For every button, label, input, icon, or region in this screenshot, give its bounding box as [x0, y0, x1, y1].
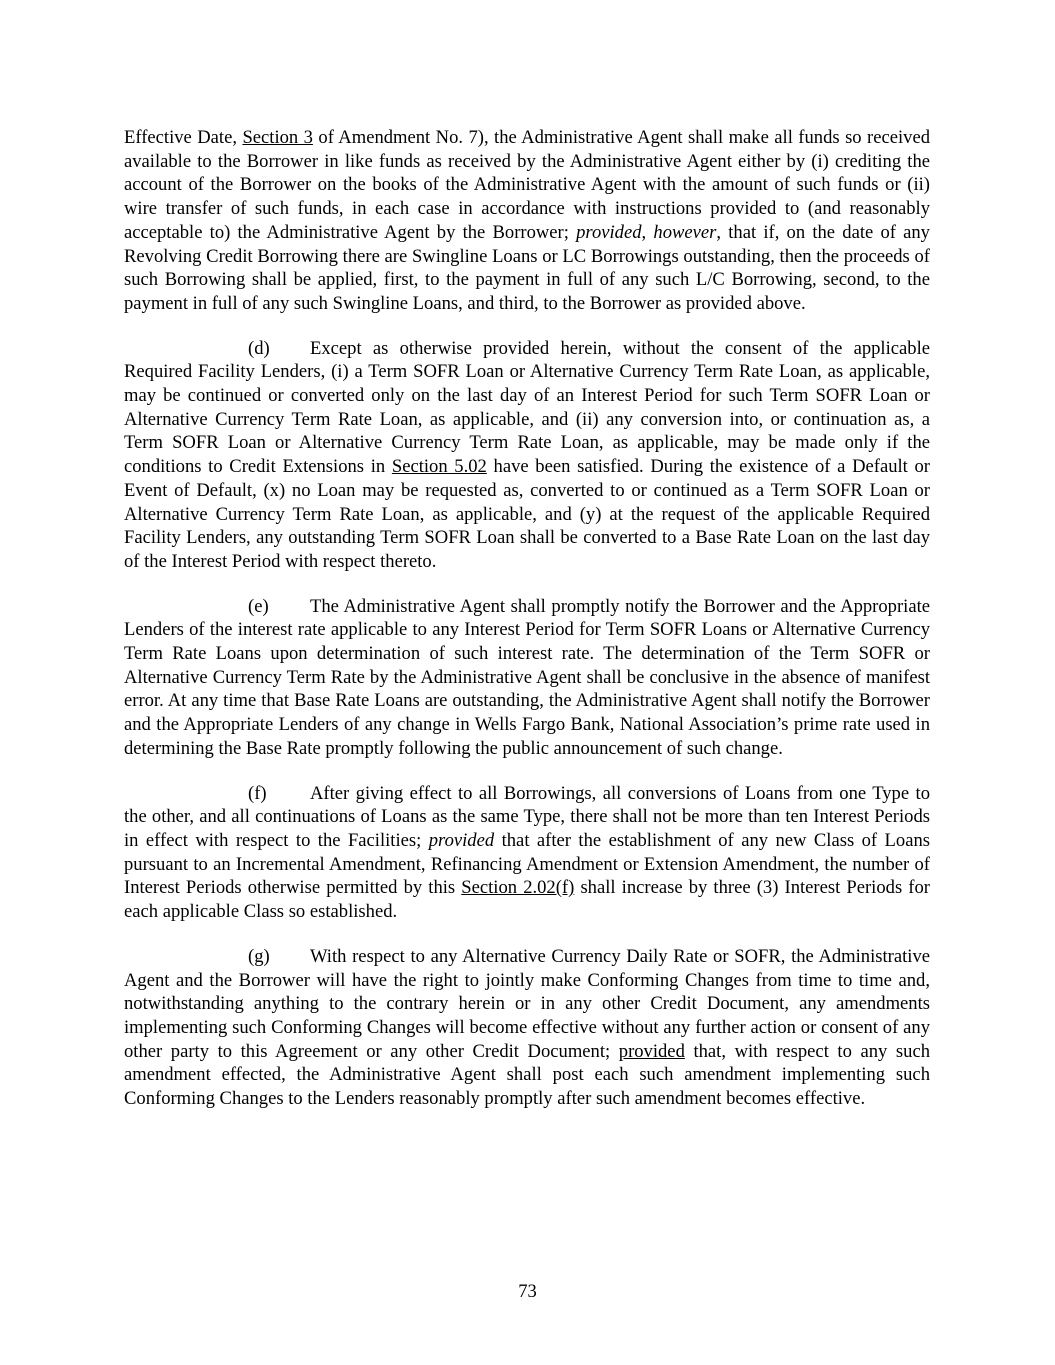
text-run: have been satisfied. During the existence of a Default or Event of Default, (x) no Loan may be requested as, converted to or continued as a Term SOFR Loan or Alternative Currency Term Rate Loan, as applicable, and (y) at the request of the applicable Required Facility Lenders, any outstanding Term SOFR Loan shall be converted to a Base Rate Loan on the last day of the Interest Period with respect thereto.: [124, 456, 930, 572]
text-run: Effective Date,: [124, 127, 243, 148]
text-run: , that if, on the date of any Revolving Credit Borrowing there are Swingline Loans or LC Borrowings outstanding, then the proceeds of such Borrowing shall be applied, first, to the payment in full of any such L/C Borrowing, second, to the payment in full of any such Swingline Loans, and third, to the Borrower as provided above.: [124, 221, 930, 314]
text-run: Except as otherwise provided herein, without the consent of the applicable Required Facility Lenders, (i) a Term SOFR Loan or Alternative Currency Term Rate Loan, as applicable, may be continued or converted only on the last day of an Interest Period for such Term SOFR Loan or Alternative Currency Term Rate Loan, as applicable, and (ii) any conversion into, or continuation as, a Term SOFR Loan or Alternative Currency Term Rate Loan, as applicable, may be made only if the conditions to Credit Extensions in: [124, 337, 930, 478]
underlined-reference: Section 3: [242, 127, 313, 148]
text-run: With respect to any Alternative Currency Daily Rate or SOFR, the Administrative Agent and the Borrower will have the right to jointly make Conforming Changes from time to time and, notwithstanding anything to the contrary herein or in any other Credit Document, any amendments implementing such Conforming Changes will become effective without any further action or consent of any other party to this Agreement or any other Credit Document;: [124, 945, 930, 1062]
text-run: of Amendment No. 7), the Administrative Agent shall make all funds so received available to the Borrower in like funds as received by the Administrative Agent either by (i) crediting the account of the Borrower on the books of the Administrative Agent with the amount of such funds or (ii) wire transfer of such funds, in each case in accordance with instructions provided to (and reasonably acceptable to) the Administrative Agent by the Borrower;: [124, 127, 931, 243]
text-run: The Administrative Agent shall promptly notify the Borrower and the Appropriate Lenders of the interest rate applicable to any Interest Period for Term SOFR Loans or Alternative Currency Term Rate Loans upon determination of such interest rate. The determination of the Term SOFR or Alternative Currency Term Rate by the Administrative Agent shall be conclusive in the absence of manifest error. At any time that Base Rate Loans are outstanding, the Administrative Agent shall notify the Borrower and the Appropriate Lenders of any change in Wells Fargo Bank, National Association’s prime rate used in determining the Base Rate promptly following the public announcement of such change.: [124, 595, 930, 759]
italic-term: provided: [428, 829, 495, 851]
paragraph-d: [124, 337, 930, 574]
paragraph-label: (d): [248, 337, 270, 359]
underlined-reference: Section 5.02: [391, 456, 487, 478]
italic-term: provided: [576, 221, 642, 243]
paragraph-label: (e): [248, 595, 269, 617]
paragraph-f: [124, 782, 930, 924]
text-run: ,: [641, 221, 654, 243]
paragraph-e: [124, 595, 930, 761]
paragraph-g: [124, 945, 930, 1111]
text-run: shall increase by three (3) Interest Periods for each applicable Class so established.: [124, 877, 930, 923]
underlined-reference: provided: [618, 1040, 685, 1062]
paragraph-continuation: [124, 126, 930, 316]
italic-term: however: [653, 221, 717, 243]
text-run: that after the establishment of any new Class of Loans pursuant to an Incremental Amendment, Refinancing Amendment or Extension Amendment, the number of Interest Periods otherwise permitted by this: [124, 829, 930, 899]
page-number: 73: [518, 1281, 537, 1302]
text-run: After giving effect to all Borrowings, all conversions of Loans from one Type to the other, and all continuations of Loans as the same Type, there shall not be more than ten Interest Periods in effect with respect to the Facilities;: [124, 782, 930, 851]
paragraph-label: (g): [248, 945, 270, 967]
underlined-reference: Section 2.02(f): [461, 877, 575, 899]
text-run: that, with respect to any such amendment effected, the Administrative Agent shall post each such amendment implementing such Conforming Changes to the Lenders reasonably promptly after such amendment becomes effective.: [124, 1040, 930, 1110]
paragraph-label: (f): [248, 782, 267, 804]
document-body: [124, 126, 930, 1132]
